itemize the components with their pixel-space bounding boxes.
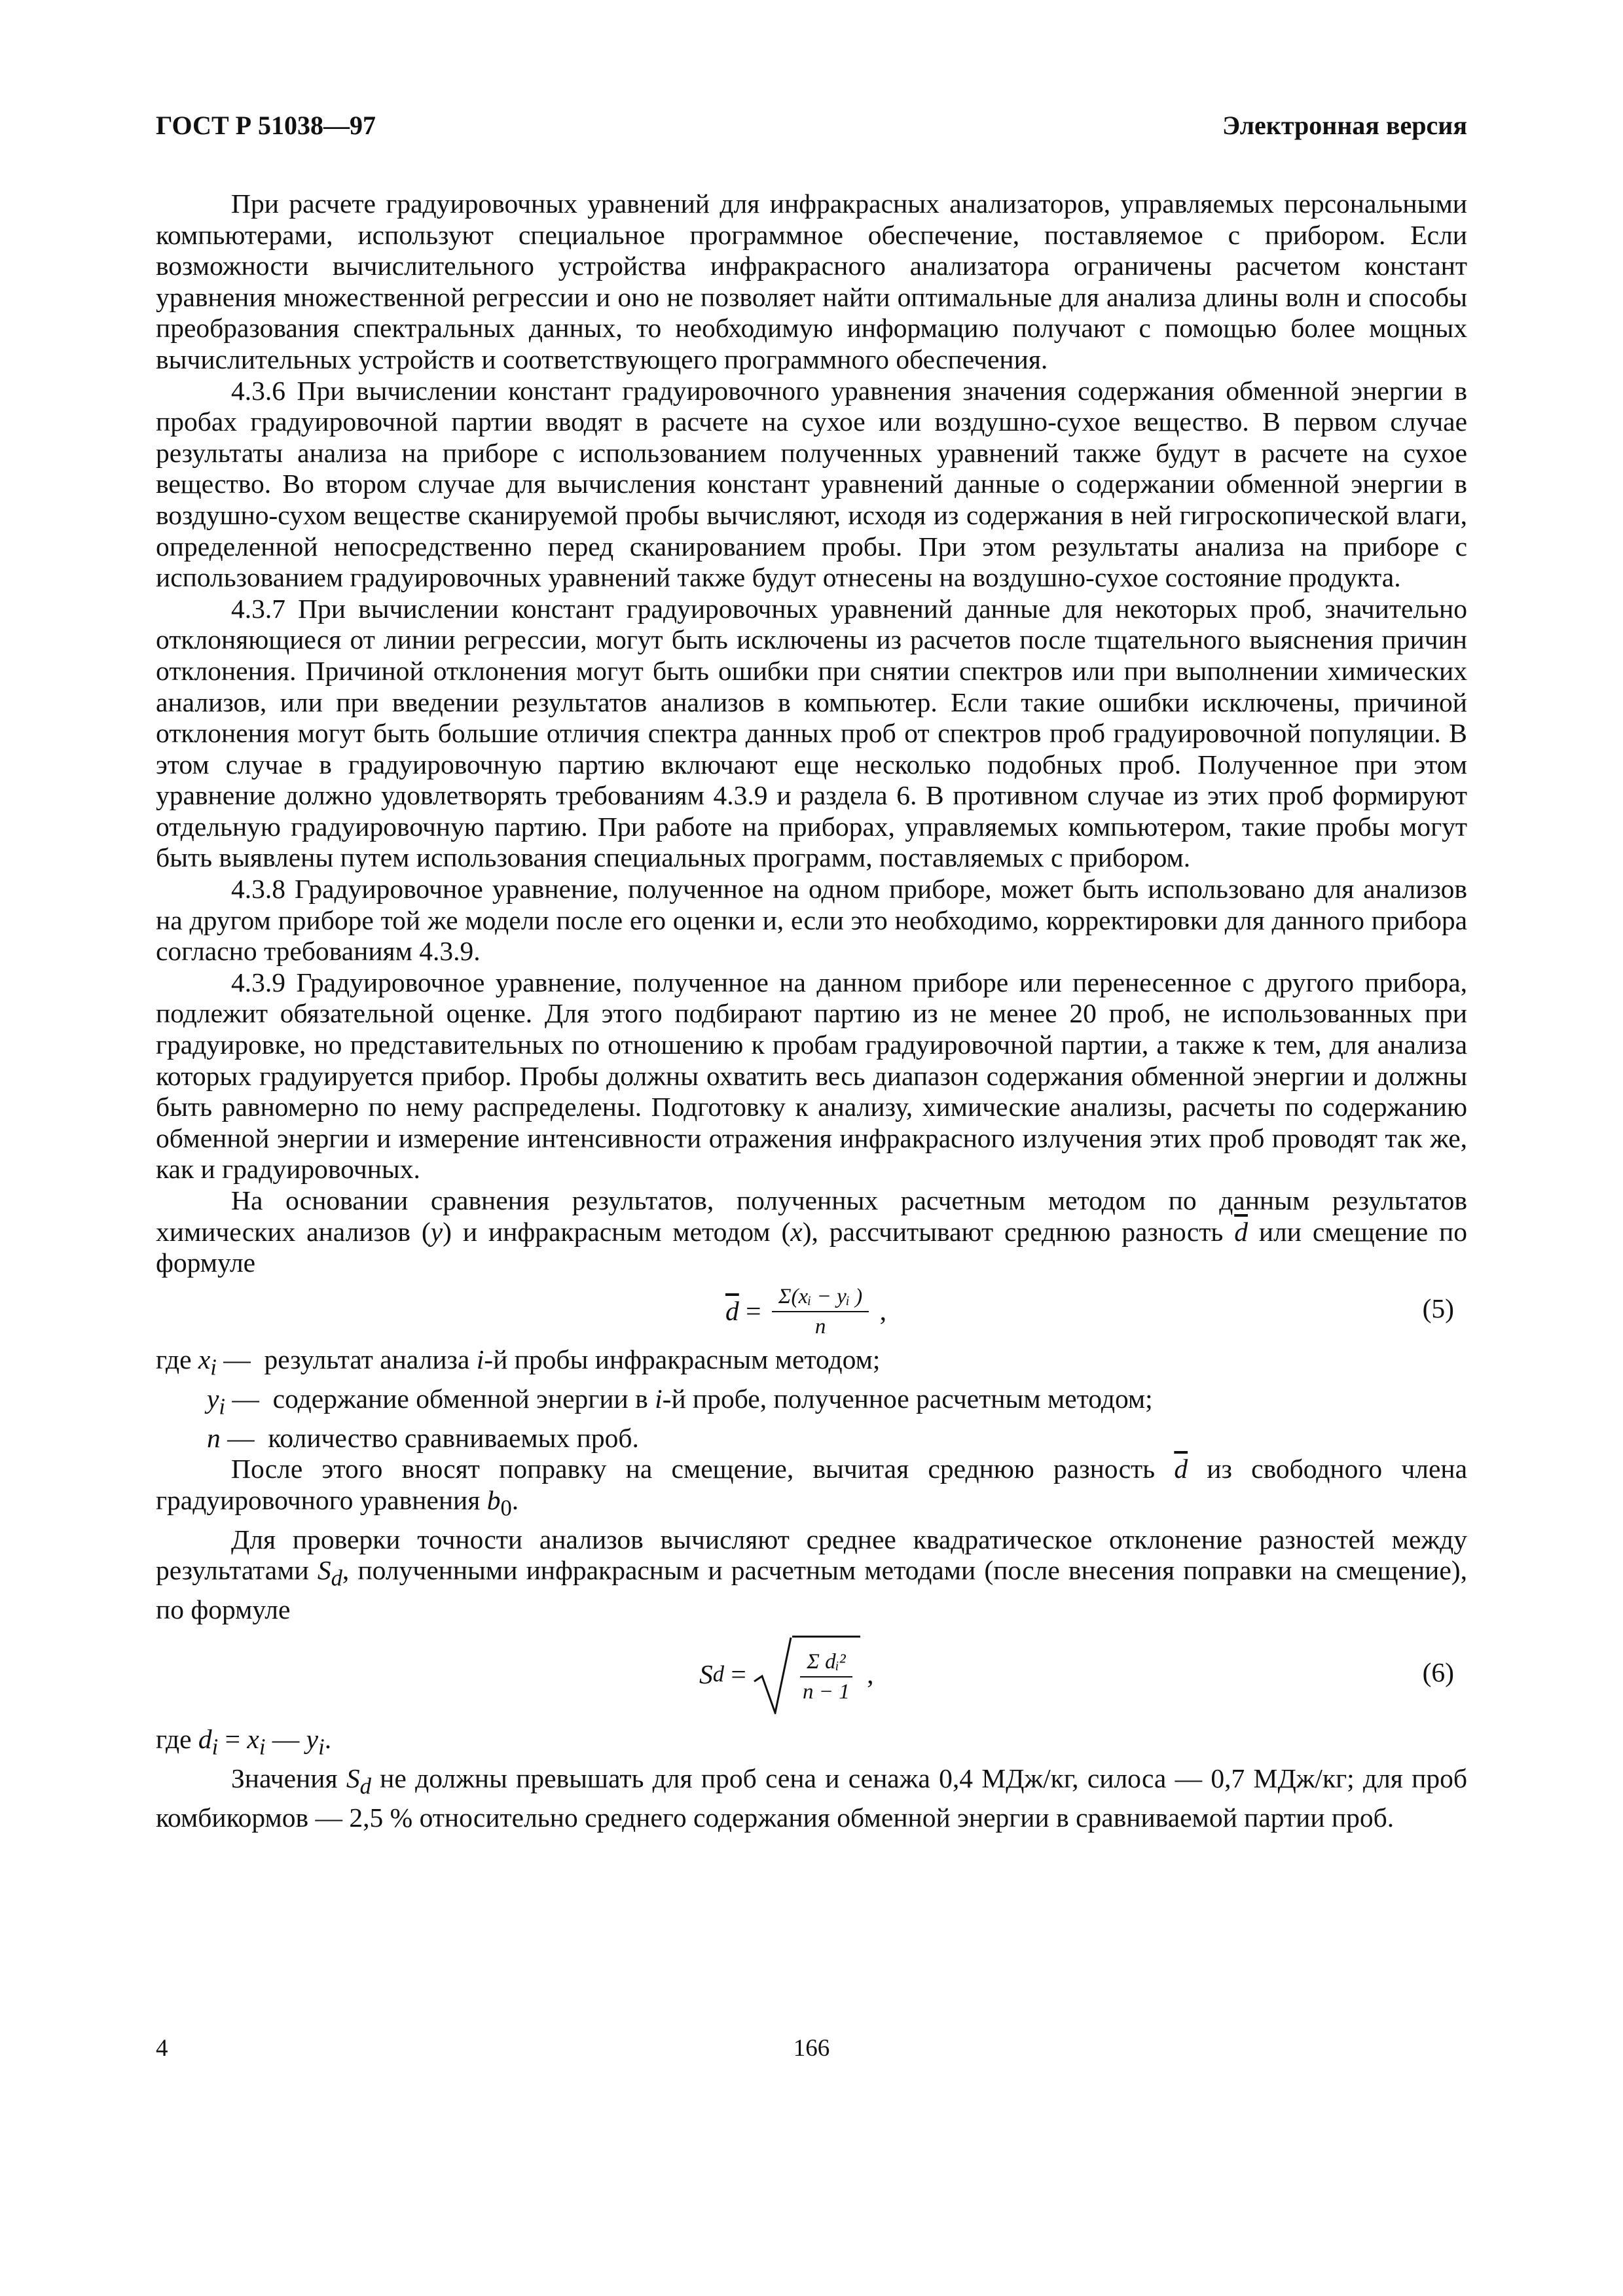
formula-6-denominator: n − 1 xyxy=(803,1679,850,1704)
formula-5-number: (5) xyxy=(1422,1293,1454,1323)
formula-5-numerator: Σ(xᵢ − yᵢ ) xyxy=(772,1284,869,1312)
where-list xyxy=(156,1344,1467,1454)
paragraph-comparison: На основании сравнения результатов, полученных расчетным методом по данным результатов химических анализов (y) и инфракрасным методом (x), рассчитывают среднюю разность $\overline{d}$ или смещение по формуле xyxy=(156,1185,1467,1278)
formula-6-numerator: Σ dᵢ² xyxy=(800,1649,852,1677)
sheet-number: 166 xyxy=(793,2035,830,2062)
radical-sign-icon xyxy=(753,1636,792,1714)
formula-6-equals: = xyxy=(724,1659,754,1689)
formula-5-lhs: $\overline{d}$ xyxy=(725,1295,739,1326)
paragraph-correction: После этого вносят поправку на смещение, вычитая среднюю разность $\overline{d}$ из свободного члена градуировочного уравнения $b_0$. xyxy=(156,1454,1467,1521)
document-id: ГОСТ Р 51038—97 xyxy=(156,111,376,140)
formula-5-comma: , xyxy=(873,1295,886,1326)
paragraph-4-3-8: 4.3.8 Градуировочное уравнение, полученное на одном приборе, может быть использовано для анализов на другом приборе той же модели после его оценки и, если это необходимо, корректировки для данного прибора согласно требованиям 4.3.9. xyxy=(156,874,1467,967)
paragraph-di-definition: где $d_i = x_i$ — $y_i$. xyxy=(156,1723,332,1760)
formula-5-fraction xyxy=(772,1284,869,1339)
where-item-x: где $x_i$ — результат анализа i-й пробы инфракрасным методом; xyxy=(156,1344,881,1380)
formula-6-lhs: S xyxy=(699,1659,713,1689)
where-item-n: n — количество сравниваемых проб. xyxy=(207,1422,639,1453)
formula-6-comma: , xyxy=(860,1659,874,1689)
formula-6-lhs-sub: d xyxy=(712,1661,725,1687)
formula-6-number: (6) xyxy=(1422,1657,1454,1687)
paragraph-4-3-9: 4.3.9 Градуировочное уравнение, полученное на данном приборе или перенесенное с другого прибора, подлежит обязательной оценке. Для этого подбирают партию из не менее 20 проб, не использованных при градуировке, но представительных по отношению к пробам градуировочной партии, а также к тем, для анализа которых градуируется прибор. Пробы должны охватить весь диапазон содержания обменной энергии и должны быть равномерно по нему распределены. Подготовку к анализу, химические анализы, расчеты по содержанию обменной энергии и измерение интенсивности отражения инфракрасного излучения этих проб проводят так же, как и градуировочных. xyxy=(156,967,1467,1185)
edition-label: Электронная версия xyxy=(1222,111,1467,140)
paragraph-limits: Значения $S_d$ не должны превышать для проб сена и сенажа 0,4 МДж/кг, силоса — 0,7 МДж/кг; для проб комбикормов — 2,5 % относительно среднего содержания обменной энергии в сравниваемой партии проб. xyxy=(156,1763,1467,1833)
formula-5 xyxy=(725,1279,886,1344)
formula-6 xyxy=(699,1626,873,1724)
document-body xyxy=(156,188,1467,1833)
paragraph-intro: При расчете градуировочных уравнений для инфракрасных анализаторов, управляемых персональными компьютерами, используют специальное программное обеспечение, поставляемое с прибором. Если возможности вычислительного устройства инфракрасного анализатора ограничены расчетом констант уравнения множественной регрессии и оно не позволяет найти оптимальные для анализа длины волн и способы преобразования спектральных данных, то необходимую информацию получают с помощью более мощных вычислительных устройств и соответствующего программного обеспечения. xyxy=(156,188,1467,374)
paragraph-accuracy: Для проверки точности анализов вычисляют среднее квадратическое отклонение разностей между результатами $S_d$, полученными инфракрасным и расчетным методами (после внесения поправки на смещение), по формуле xyxy=(156,1524,1467,1625)
formula-5-denominator: n xyxy=(814,1314,826,1338)
page-number: 4 xyxy=(156,2035,168,2062)
page-header xyxy=(156,110,1467,149)
paragraph-4-3-7: 4.3.7 При вычислении констант градуировочных уравнений данные для некоторых проб, значительно отклоняющиеся от линии регрессии, могут быть исключены из расчетов после тщательного выяснения причин отклонения. Причиной отклонения могут быть ошибки при снятии спектров или при выполнении химических анализов, или при введении результатов анализов в компьютер. Если такие ошибки исключены, причиной отклонения могут быть большие отличия спектра данных проб от спектров проб градуировочной популяции. В этом случае в градуировочную партию включают еще несколько подобных проб. Полученное при этом уравнение должно удовлетворять требованиям 4.3.9 и раздела 6. В противном случае из этих проб формируют отдельную градуировочную партию. При работе на приборах, управляемых компьютером, такие пробы могут быть выявлены путем использования специальных программ, поставляемых с прибором. xyxy=(156,593,1467,873)
square-root xyxy=(753,1636,860,1714)
paragraph-4-3-6: 4.3.6 При вычислении констант градуировочного уравнения значения содержания обменной энергии в пробах градуировочной партии вводят в расчете на сухое или воздушно-сухое вещество. В первом случае результаты анализа на приборе с использованием полученных уравнений также будут в расчете на сухое вещество. Во втором случае для вычисления констант уравнений данные о содержании обменной энергии в воздушно-сухом веществе сканируемой пробы вычисляют, исходя из содержания в ней гигроскопической влаги, определенной непосредственно перед сканированием пробы. При этом результаты анализа на приборе с использованием градуировочных уравнений также будут отнесены на воздушно-сухое состояние продукта. xyxy=(156,375,1467,593)
where-item-y: $y_i$ — содержание обменной энергии в i-й пробе, полученное расчетным методом; xyxy=(207,1383,1153,1419)
formula-5-equals: = xyxy=(739,1295,768,1326)
formula-5-line xyxy=(156,1279,1467,1344)
formula-6-fraction xyxy=(800,1649,852,1704)
formula-6-line xyxy=(156,1626,1467,1724)
